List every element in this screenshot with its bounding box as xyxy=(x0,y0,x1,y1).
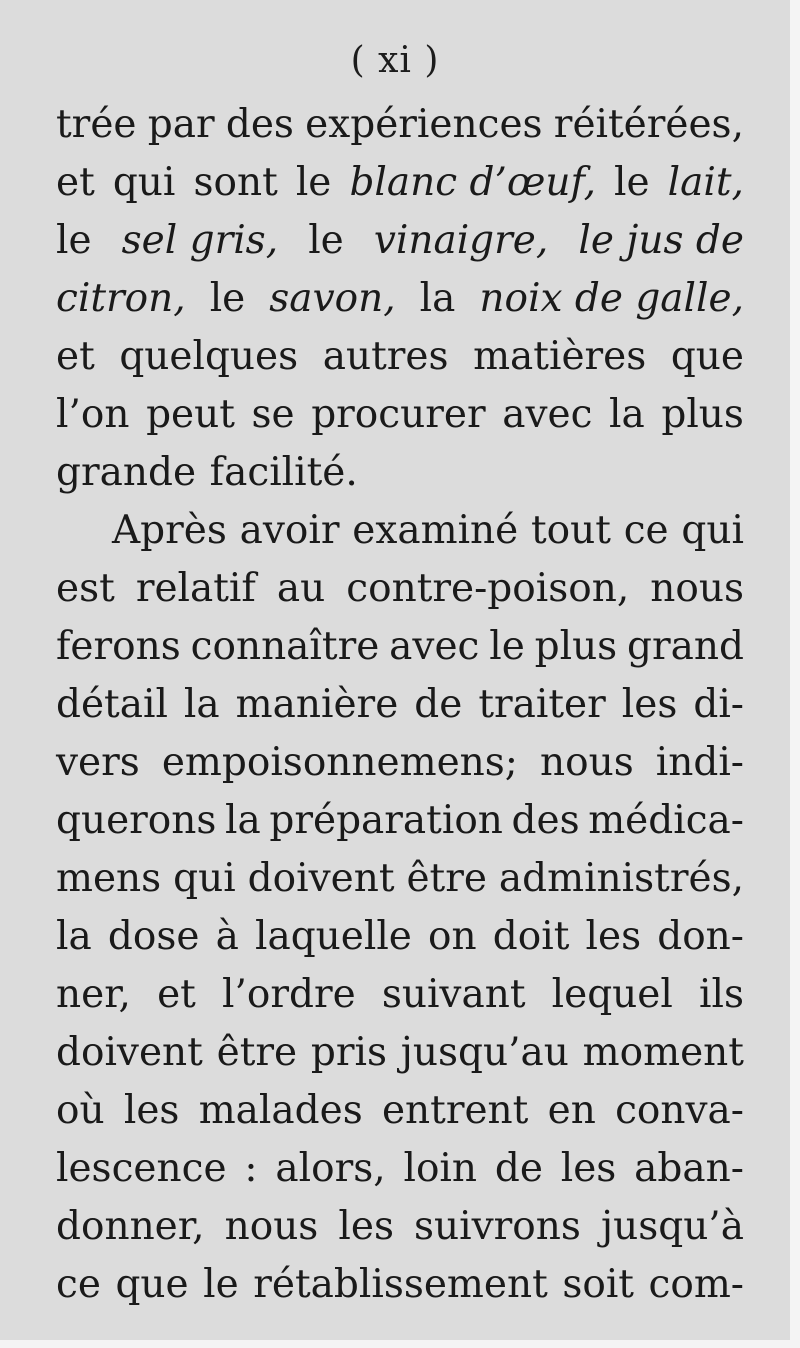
word: nous xyxy=(224,1204,319,1249)
word: les xyxy=(585,914,642,959)
word: quelques xyxy=(119,334,299,379)
page-edge-bottom xyxy=(0,1340,800,1348)
word: les xyxy=(560,1146,617,1191)
word: est xyxy=(56,566,115,611)
text-line-3 xyxy=(56,212,744,270)
word: loin xyxy=(403,1146,478,1191)
word: empoisonnemens; xyxy=(161,740,518,785)
word: qui xyxy=(681,508,744,553)
word: la xyxy=(183,682,220,727)
word: le xyxy=(489,624,525,669)
word: la xyxy=(419,276,456,321)
text-line-18 xyxy=(56,1082,744,1140)
word: l’ordre xyxy=(222,972,356,1017)
word: des xyxy=(225,102,294,147)
text-line-17 xyxy=(56,1024,744,1082)
word: à xyxy=(215,914,239,959)
word: lequel xyxy=(551,972,673,1017)
word: mens xyxy=(56,856,162,901)
word: de xyxy=(414,682,463,727)
word: qui xyxy=(112,160,176,205)
word: la xyxy=(609,392,645,437)
word: suivrons xyxy=(414,1204,581,1249)
word: traiter xyxy=(478,682,606,727)
text-line-6 xyxy=(56,386,744,444)
word: moment xyxy=(582,1030,744,1075)
text-line-2 xyxy=(56,154,744,212)
word: l’on xyxy=(56,392,130,437)
word: le xyxy=(203,1262,239,1307)
word: être xyxy=(216,1030,298,1075)
word: matières xyxy=(473,334,647,379)
text-line-13 xyxy=(56,792,744,850)
word: pris xyxy=(310,1030,387,1075)
word: manière xyxy=(235,682,399,727)
word: don- xyxy=(657,914,744,959)
word: les xyxy=(338,1204,394,1249)
word: qui xyxy=(173,856,236,901)
word: médica- xyxy=(588,798,744,843)
page-edge-right xyxy=(790,0,800,1348)
word: détail xyxy=(56,682,168,727)
word: le xyxy=(614,160,650,205)
word: peut xyxy=(146,392,235,437)
italic-term: sel gris, xyxy=(121,218,279,263)
word: autres xyxy=(322,334,449,379)
word: ce xyxy=(56,1262,101,1307)
word: être xyxy=(406,856,487,901)
word: plus xyxy=(661,392,744,437)
word: alors, xyxy=(275,1146,386,1191)
word: et xyxy=(56,334,95,379)
text-line-9 xyxy=(56,560,744,618)
word: se xyxy=(251,392,295,437)
italic-term: savon, xyxy=(269,276,396,321)
word: des xyxy=(511,798,580,843)
word: expériences xyxy=(305,102,543,147)
word: la xyxy=(56,914,92,959)
word: tout xyxy=(531,508,611,553)
text-line-7 xyxy=(56,444,744,502)
italic-term: noix de galle, xyxy=(479,276,744,321)
text-line-16 xyxy=(56,966,744,1024)
word: doit xyxy=(492,914,570,959)
word: grand xyxy=(627,624,744,669)
word: relatif xyxy=(135,566,256,611)
word: plus xyxy=(534,624,618,669)
text-line-4 xyxy=(56,270,744,328)
word: réitérées, xyxy=(553,102,744,147)
italic-term: lait, xyxy=(667,160,744,205)
word: ils xyxy=(699,972,744,1017)
word: le xyxy=(209,276,246,321)
word: et xyxy=(56,160,95,205)
italic-term: blanc d’œuf, xyxy=(349,160,596,205)
word: doivent xyxy=(56,1030,203,1075)
word: au xyxy=(276,566,326,611)
word: grande xyxy=(56,450,197,495)
word: où xyxy=(56,1088,105,1133)
word: ferons xyxy=(56,624,181,669)
word: donner, xyxy=(56,1204,205,1249)
text-line-11 xyxy=(56,676,744,734)
word: dose xyxy=(107,914,200,959)
word: indi- xyxy=(655,740,744,785)
word: examiné xyxy=(352,508,519,553)
text-line-14 xyxy=(56,850,744,908)
word: malades xyxy=(198,1088,363,1133)
word: avec xyxy=(502,392,593,437)
word: jusqu’à xyxy=(601,1204,744,1249)
word: ner, xyxy=(56,972,131,1017)
word: on xyxy=(428,914,477,959)
word: administrés, xyxy=(498,856,744,901)
word: vers xyxy=(56,740,140,785)
text-line-1 xyxy=(56,96,744,154)
word: les xyxy=(123,1088,180,1133)
word: suivant xyxy=(381,972,526,1017)
word: aban- xyxy=(634,1146,744,1191)
word: et xyxy=(157,972,196,1017)
word: doivent xyxy=(247,856,395,901)
word: les xyxy=(621,682,678,727)
word: le xyxy=(295,160,332,205)
word: entrent xyxy=(381,1088,529,1133)
text-line-8 xyxy=(112,502,744,560)
word: connaître xyxy=(190,624,380,669)
word: soit xyxy=(562,1262,634,1307)
word: nous xyxy=(540,740,634,785)
word: jusqu’au xyxy=(400,1030,569,1075)
word: nous xyxy=(650,566,744,611)
word: préparation xyxy=(269,798,503,843)
word: la xyxy=(225,798,261,843)
word: en xyxy=(547,1088,596,1133)
text-line-21 xyxy=(56,1256,744,1314)
word: que xyxy=(115,1262,189,1307)
word: par xyxy=(147,102,215,147)
text-line-19 xyxy=(56,1140,744,1198)
word: contre-poison, xyxy=(346,566,630,611)
word: ce xyxy=(623,508,669,553)
text-line-10 xyxy=(56,618,744,676)
text-line-15 xyxy=(56,908,744,966)
word: lescence xyxy=(56,1146,227,1191)
italic-term: vinaigre, xyxy=(373,218,549,263)
word: querons xyxy=(56,798,217,843)
word: avec xyxy=(389,624,480,669)
word: sont xyxy=(193,160,278,205)
word: le xyxy=(56,218,92,263)
word: di- xyxy=(693,682,744,727)
word: : xyxy=(244,1146,258,1191)
word: laquelle xyxy=(254,914,412,959)
italic-term: le jus de xyxy=(578,218,744,263)
word: com- xyxy=(648,1262,744,1307)
word: de xyxy=(494,1146,543,1191)
word: trée xyxy=(56,102,137,147)
word: Après xyxy=(112,508,227,553)
word: avoir xyxy=(239,508,340,553)
text-line-20 xyxy=(56,1198,744,1256)
word: facilité. xyxy=(209,450,358,495)
italic-term: citron, xyxy=(56,276,186,321)
word: le xyxy=(308,218,344,263)
word: conva- xyxy=(615,1088,744,1133)
word: procurer xyxy=(311,392,486,437)
word: que xyxy=(670,334,744,379)
text-line-5 xyxy=(56,328,744,386)
page-number: ( xi ) xyxy=(350,40,440,81)
word: rétablissement xyxy=(253,1262,548,1307)
text-line-12 xyxy=(56,734,744,792)
